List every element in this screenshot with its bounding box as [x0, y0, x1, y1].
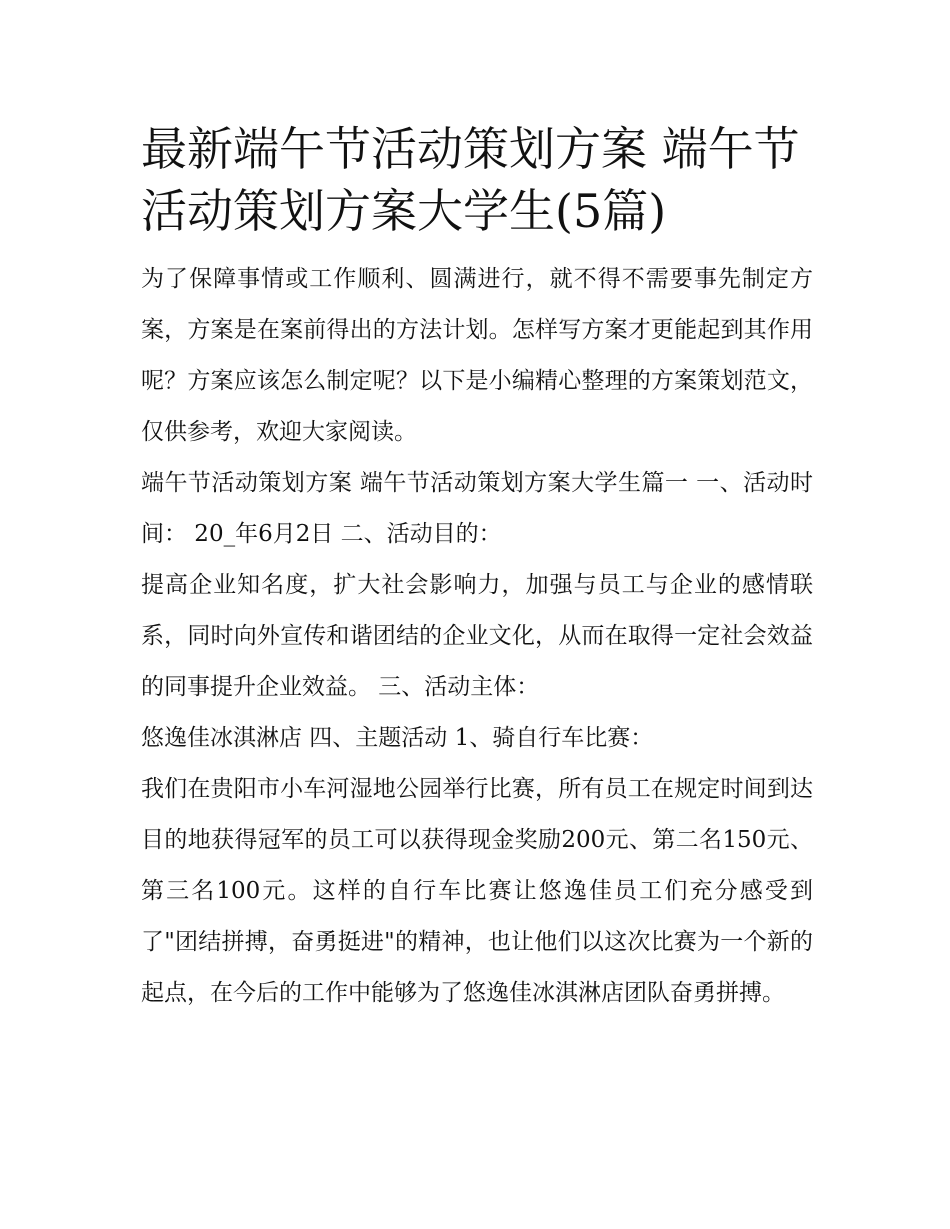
document-content: [141, 118, 813, 1019]
paragraph-section-one: 端午节活动策划方案 端午节活动策划方案大学生篇一 一、活动时间： 20_年6月2日 二、活动目的：: [141, 470, 813, 547]
document-title: 最新端午节活动策划方案 端午节活动策划方案大学生(5篇): [141, 122, 800, 238]
paragraph-subject: 悠逸佳冰淇淋店 四、主题活动 1、骑自行车比赛：: [141, 725, 654, 751]
paragraph-intro: 为了保障事情或工作顺利、圆满进行，就不得不需要事先制定方案，方案是在案前得出的方法计划。怎样写方案才更能起到其作用呢？方案应该怎么制定呢？以下是小编精心整理的方案策划范文，仅供参考，欢迎大家阅读。: [141, 266, 813, 445]
paragraph-purpose: 提高企业知名度，扩大社会影响力，加强与员工与企业的感情联系，同时向外宣传和谐团结的企业文化，从而在取得一定社会效益的同事提升企业效益。 三、活动主体：: [141, 572, 813, 700]
paragraph-bike-race: 我们在贵阳市小车河湿地公园举行比赛，所有员工在规定时间到达目的地获得冠军的员工可以获得现金奖励200元、第二名150元、第三名100元。这样的自行车比赛让悠逸佳员工们充分感受到了"团结拼搏，奋勇挺进"的精神，也让他们以这次比赛为一个新的起点，在今后的工作中能够为了悠逸佳冰淇淋店团队奋勇拼搏。: [141, 776, 813, 1006]
document-body: [141, 254, 813, 1019]
